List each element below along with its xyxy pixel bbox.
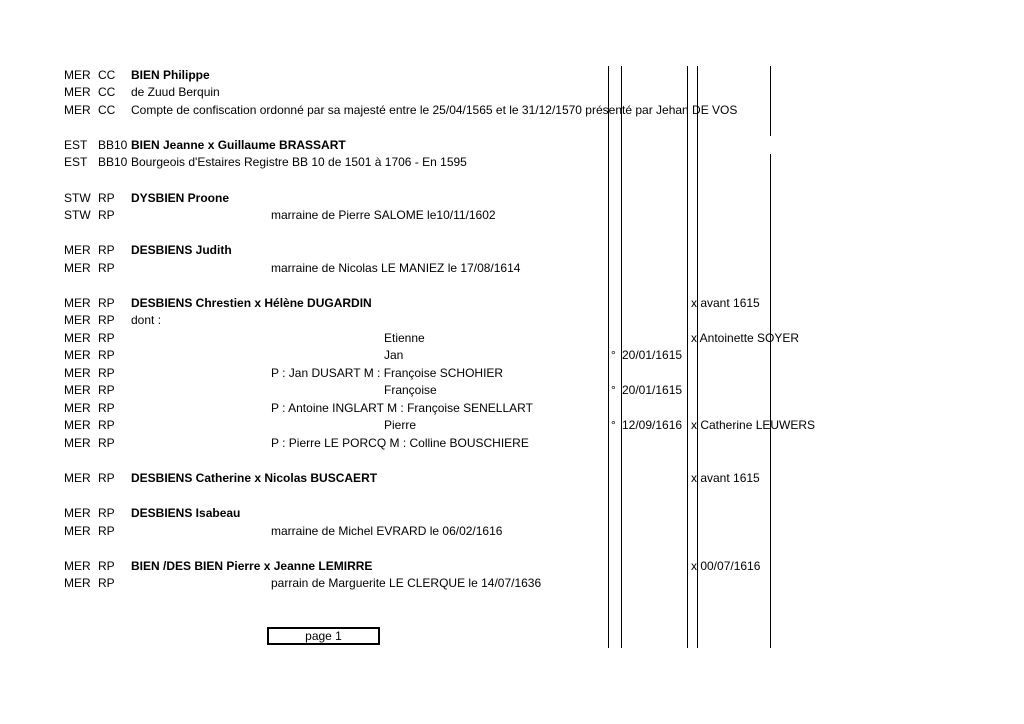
cell-name: DESBIENS Chrestien x Hélène DUGARDIN [131, 296, 372, 310]
cell-name: BIEN Philippe [131, 68, 210, 82]
cell-desc: P : Antoine INGLART M : Françoise SENELLART [271, 401, 533, 415]
cell-note: x 00/07/1616 [691, 559, 761, 573]
cell-note: x avant 1615 [691, 471, 760, 485]
cell-mark: ° [611, 348, 616, 362]
cell-desc: marraine de Nicolas LE MANIEZ le 17/08/1614 [271, 261, 521, 275]
cell-c2: RP [98, 243, 115, 257]
cell-c1: MER [64, 331, 91, 345]
cell-name: DESBIENS Isabeau [131, 506, 241, 520]
cell-desc: parrain de Marguerite LE CLERQUE le 14/07/1636 [271, 576, 542, 590]
cell-c1: MER [64, 348, 91, 362]
cell-desc: de Zuud Berquin [131, 85, 220, 99]
cell-name: BIEN /DES BIEN Pierre x Jeanne LEMIRRE [131, 559, 373, 573]
cell-c2: RP [98, 506, 115, 520]
cell-c1: MER [64, 383, 91, 397]
cell-desc: Compte de confiscation ordonné par sa majesté entre le 25/04/1565 et le 31/12/1570 présenté par Jehan DE VOS [131, 103, 738, 117]
page-number [267, 627, 380, 645]
cell-desc: Jan [384, 348, 404, 362]
cell-c2: BB10 [98, 138, 128, 152]
cell-c2: RP [98, 436, 115, 450]
cell-c1: MER [64, 524, 91, 538]
cell-c2: CC [98, 103, 116, 117]
cell-c2: RP [98, 348, 115, 362]
cell-c1: MER [64, 243, 91, 257]
page-label: page 1 [305, 629, 342, 643]
cell-c2: BB10 [98, 155, 128, 169]
cell-c2: RP [98, 296, 115, 310]
cell-c1: MER [64, 436, 91, 450]
cell-c2: RP [98, 471, 115, 485]
cell-c1: MER [64, 506, 91, 520]
cell-c2: RP [98, 383, 115, 397]
cell-c1: EST [64, 138, 88, 152]
cell-date: 20/01/1615 [622, 348, 683, 362]
cell-desc: Pierre [384, 418, 417, 432]
cell-c2: RP [98, 331, 115, 345]
cell-c2: RP [98, 524, 115, 538]
cell-c1: MER [64, 471, 91, 485]
column-rule [687, 66, 688, 648]
cell-c1: MER [64, 296, 91, 310]
cell-desc: Etienne [384, 331, 425, 345]
cell-c1: STW [64, 208, 91, 222]
cell-c2: RP [98, 261, 115, 275]
cell-desc: P : Pierre LE PORCQ M : Colline BOUSCHIERE [271, 436, 529, 450]
cell-c1: MER [64, 559, 91, 573]
cell-date: 12/09/1616 [622, 418, 683, 432]
cell-c1: MER [64, 576, 91, 590]
cell-c2: RP [98, 401, 115, 415]
column-rule [770, 154, 771, 648]
cell-mark: ° [611, 383, 616, 397]
cell-desc: marraine de Michel EVRARD le 06/02/1616 [271, 524, 503, 538]
cell-desc: dont : [131, 313, 162, 327]
cell-c1: MER [64, 418, 91, 432]
cell-c1: MER [64, 261, 91, 275]
cell-desc: marraine de Pierre SALOME le10/11/1602 [271, 208, 496, 222]
cell-name: BIEN Jeanne x Guillaume BRASSART [131, 138, 346, 152]
cell-c2: RP [98, 418, 115, 432]
cell-date: 20/01/1615 [622, 383, 683, 397]
cell-c1: MER [64, 401, 91, 415]
cell-desc: Bourgeois d'Estaires Registre BB 10 de 1501 à 1706 - En 1595 [131, 155, 467, 169]
cell-mark: ° [611, 418, 616, 432]
cell-c1: MER [64, 103, 91, 117]
cell-note: x Antoinette SOYER [691, 331, 800, 345]
cell-c1: MER [64, 313, 91, 327]
column-rule [770, 66, 771, 136]
cell-c2: RP [98, 313, 115, 327]
cell-c1: MER [64, 366, 91, 380]
cell-c2: RP [98, 366, 115, 380]
cell-name: DYSBIEN Proone [131, 191, 230, 205]
cell-c2: RP [98, 576, 115, 590]
column-rule [608, 66, 609, 648]
cell-c2: CC [98, 85, 116, 99]
cell-c1: MER [64, 85, 91, 99]
cell-desc: P : Jan DUSART M : Françoise SCHOHIER [271, 366, 504, 380]
cell-c2: RP [98, 559, 115, 573]
cell-name: DESBIENS Catherine x Nicolas BUSCAERT [131, 471, 378, 485]
cell-c1: MER [64, 68, 91, 82]
cell-name: DESBIENS Judith [131, 243, 232, 257]
cell-c1: EST [64, 155, 88, 169]
cell-c1: STW [64, 191, 91, 205]
cell-desc: Françoise [384, 383, 437, 397]
cell-c2: CC [98, 68, 116, 82]
cell-note: x Catherine LEUWERS [691, 418, 816, 432]
cell-note: x avant 1615 [691, 296, 760, 310]
cell-c2: RP [98, 191, 115, 205]
cell-c2: RP [98, 208, 115, 222]
